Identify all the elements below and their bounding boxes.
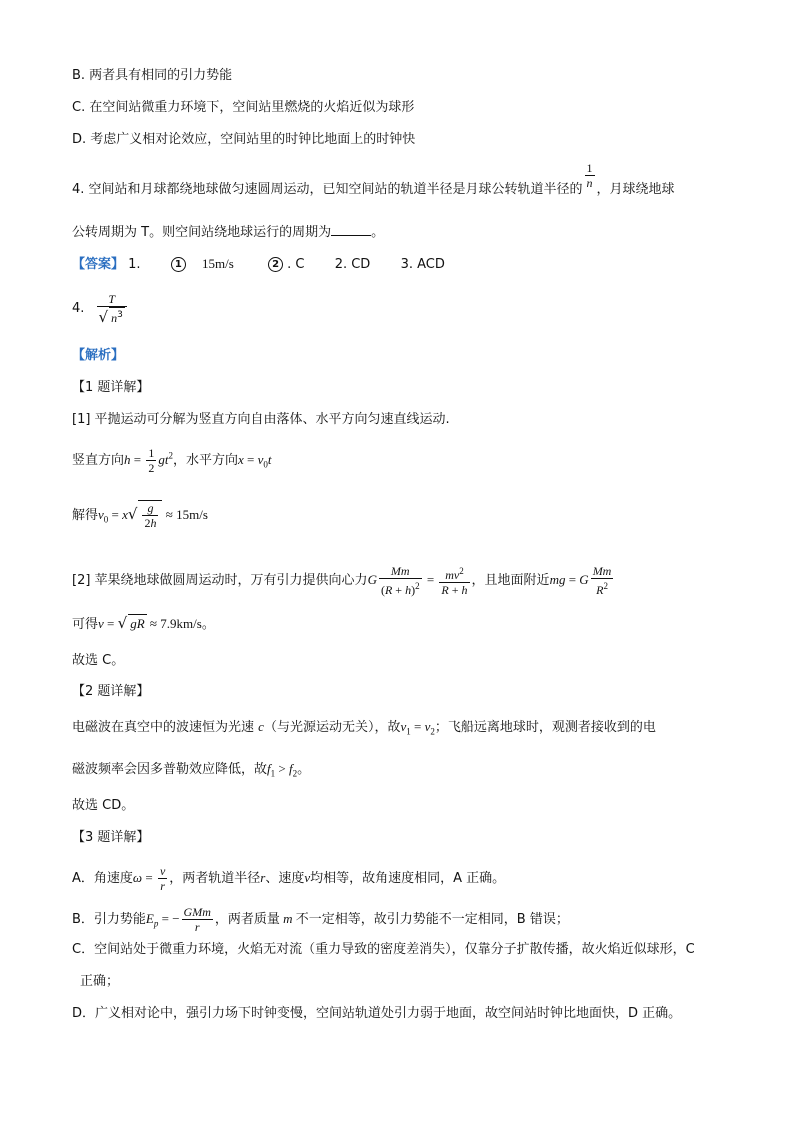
q1-p2: 竖直方向h = $\frac{1}{2}$ $gt^2$，水平方向$x = v_0t$ bbox=[72, 446, 272, 475]
q3-heading: 【3 题详解】 bbox=[72, 830, 150, 845]
q3-option-c-line1: C．空间站处于微重力环境，火焰无对流（重力导致的密度差消失），仅靠分子扩散传播，故火焰近似球形，C bbox=[72, 942, 695, 957]
q3-option-a: A．角速度ω = $\frac{v}{r}$ ，两者轨道半径r、速度v均相等，故角速度相同，A 正确。 bbox=[72, 864, 506, 893]
q2-p1: 电磁波在真空中的波速恒为光速 c（与光源运动无关），故$v_1 = v_2$；飞船远离地球时，观测者接收到的电 bbox=[72, 719, 656, 737]
circled-number-2: 2 bbox=[268, 257, 283, 272]
q2-heading: 【2 题详解】 bbox=[72, 684, 150, 699]
answer-4: 4. $\frac{T}{√ n^3}$ bbox=[72, 292, 129, 325]
q2-p2: 磁波频率会因多普勒效应降低，故$f_1 > f_2$。 bbox=[72, 761, 311, 779]
q1-p5: 可得v = √ gR ≈ 7.9km/s。 bbox=[72, 614, 215, 632]
q3-option-c-line2: 正确； bbox=[80, 974, 120, 989]
q3-option-b: B．引力势能$E_p$ = − $\frac{\text{GMm}}{r}$ ，两者质量 m 不一定相等，故引力势能不一定相同，B 错误； bbox=[72, 905, 569, 934]
answer-line: 【答案】 1. 1 15m/s 2 . C 2. CD 3. ACD bbox=[72, 256, 445, 272]
q1-p1: [1] 平抛运动可分解为竖直方向自由落体、水平方向匀速直线运动. bbox=[72, 412, 450, 427]
option-b: B. 两者具有相同的引力势能 bbox=[72, 68, 233, 83]
q1-p3: 解得$v_0 = x√$ $\frac{g}{2h}$ ≈ 15m/s bbox=[72, 501, 208, 530]
option-c: C. 在空间站微重力环境下，空间站里燃烧的火焰近似为球形 bbox=[72, 100, 415, 115]
option-d: D. 考虑广义相对论效应，空间站里的时钟比地面上的时钟快 bbox=[72, 132, 416, 147]
question-4-line1: 4. 空间站和月球都绕地球做匀速圆周运动，已知空间站的轨道半径是月球公转轨道半径的 $\frac{1}{n}$ ，月球绕地球 bbox=[72, 161, 675, 197]
q1-heading: 【1 题详解】 bbox=[72, 380, 150, 395]
q3-option-d: D．广义相对论中，强引力场下时钟变慢，空间站轨道处引力弱于地面，故空间站时钟比地面快，D 正确。 bbox=[72, 1006, 682, 1021]
q1-p6: 故选 C。 bbox=[72, 653, 125, 668]
circled-number-1: 1 bbox=[171, 257, 186, 272]
q1-p4: [2] 苹果绕地球做圆周运动时，万有引力提供向心力G $\frac{Mm}{(R + h)^2}$ = $\frac{mv^2}{R + h}$ ，且地面附近mg = G $\frac{Mm}{R^2}$ bbox=[72, 564, 612, 597]
answer-blank bbox=[331, 223, 371, 236]
question-4-line2: 公转周期为 T。则空间站绕地球运行的周期为 。 bbox=[72, 225, 385, 240]
analysis-label: 【解析】 bbox=[72, 348, 125, 363]
q2-p3: 故选 CD。 bbox=[72, 798, 135, 813]
